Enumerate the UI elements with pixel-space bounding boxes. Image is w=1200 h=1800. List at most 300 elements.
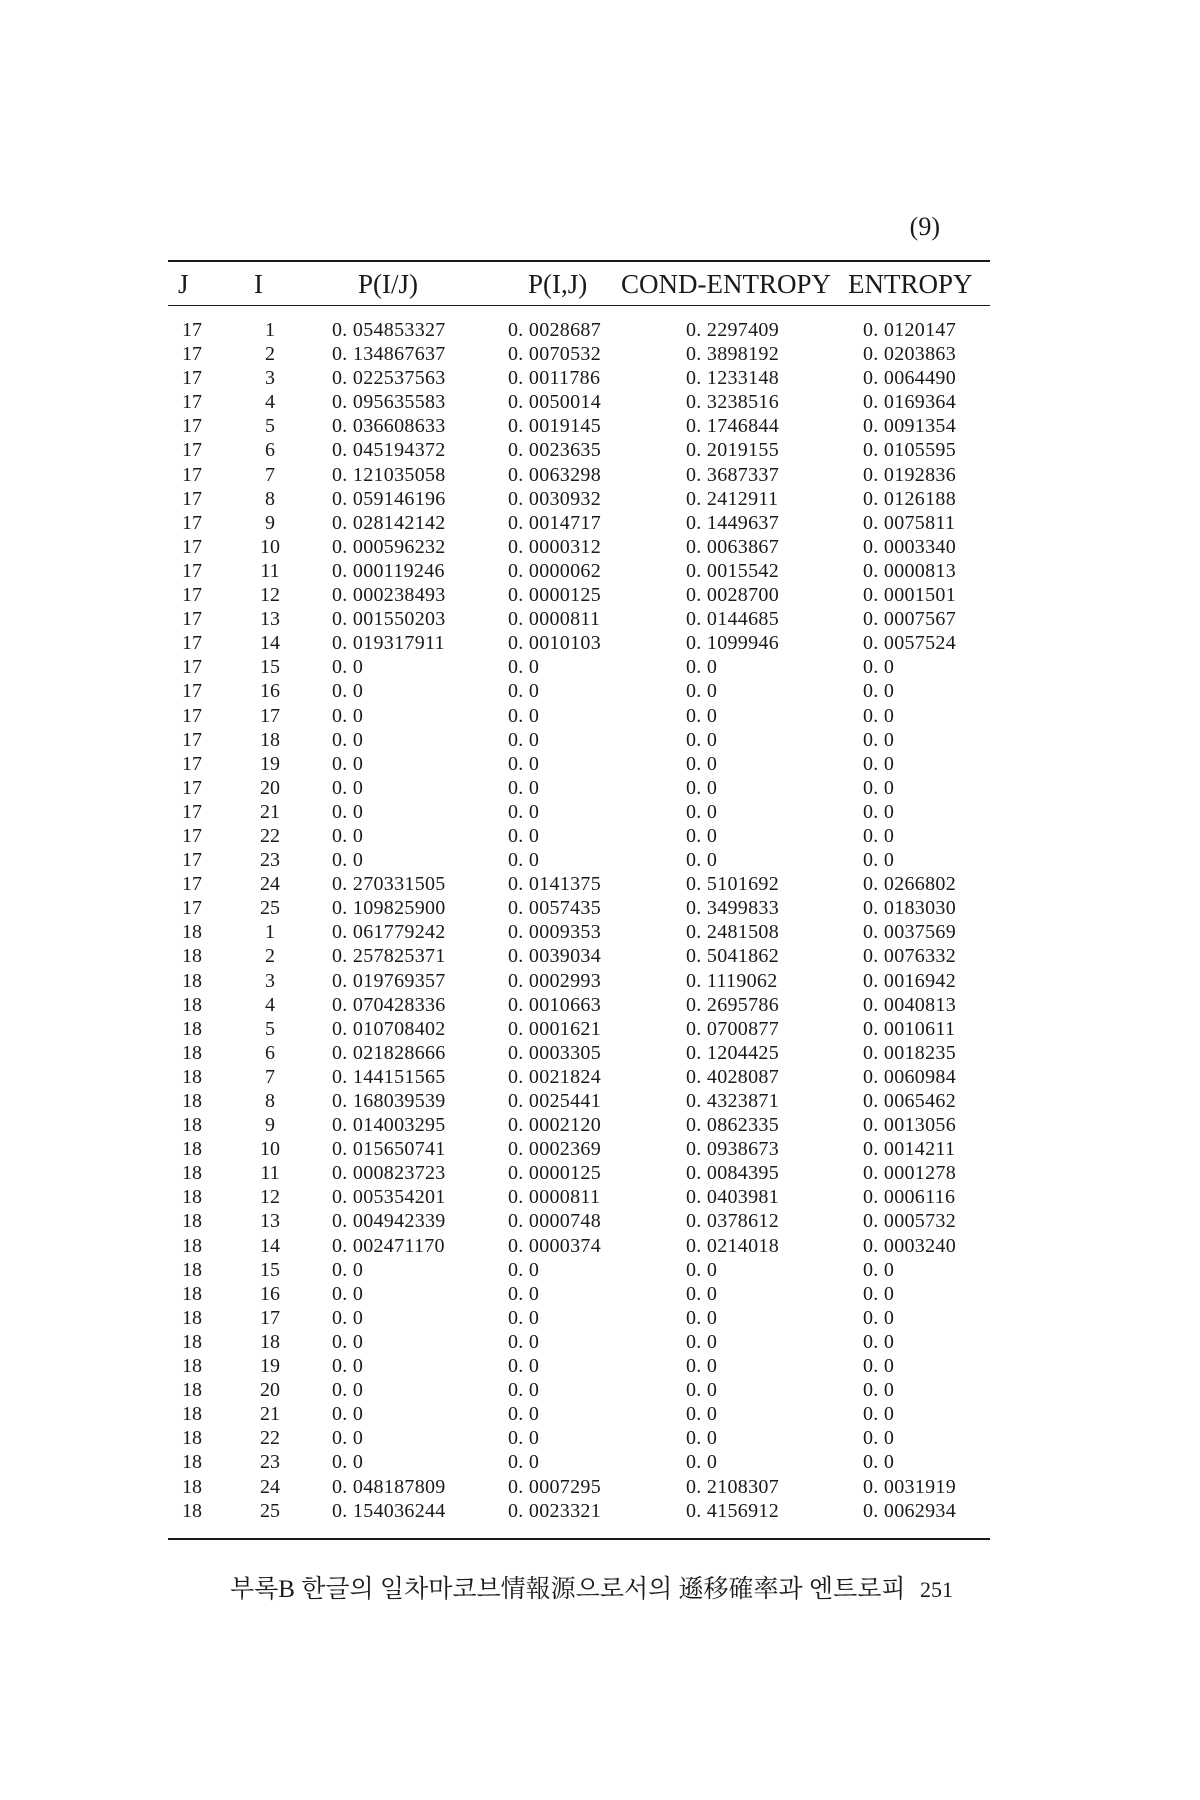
cell-p-i-given-j: 0. 015650741	[332, 1138, 446, 1161]
cell-p-i-given-j: 0. 005354201	[332, 1186, 446, 1209]
cell-cond-entropy: 0. 0	[686, 849, 718, 872]
cell-p-i-j: 0. 0002993	[508, 969, 601, 992]
cell-p-i-j: 0. 0001621	[508, 1017, 601, 1040]
cell-p-i-j: 0. 0009353	[508, 921, 601, 944]
cell-j: 18	[182, 1017, 202, 1040]
cell-i: 12	[260, 584, 280, 607]
cell-i: 15	[260, 656, 280, 679]
cell-j: 17	[182, 873, 202, 896]
cell-cond-entropy: 0. 3687337	[686, 463, 779, 486]
cell-cond-entropy: 0. 0	[686, 1282, 718, 1305]
cell-i: 19	[260, 1355, 280, 1378]
cell-j: 17	[182, 487, 202, 510]
cell-j: 18	[182, 1041, 202, 1064]
cell-p-i-j: 0. 0	[508, 728, 540, 751]
table-header	[168, 264, 990, 304]
cell-entropy: 0. 0192836	[863, 463, 956, 486]
cell-p-i-j: 0. 0023635	[508, 439, 601, 462]
cell-cond-entropy: 0. 2695786	[686, 993, 779, 1016]
cell-p-i-j: 0. 0000312	[508, 535, 601, 558]
table-row	[168, 920, 990, 944]
cell-j: 18	[182, 1162, 202, 1185]
cell-i: 12	[260, 1186, 280, 1209]
cell-entropy: 0. 0	[863, 1258, 895, 1281]
cell-j: 18	[182, 1306, 202, 1329]
table-row	[168, 1378, 990, 1402]
cell-j: 18	[182, 969, 202, 992]
cell-cond-entropy: 0. 0862335	[686, 1114, 779, 1137]
table-row	[168, 487, 990, 511]
header-entropy: ENTROPY	[848, 269, 973, 299]
cell-p-i-given-j: 0. 0	[332, 728, 364, 751]
table-row	[168, 1113, 990, 1137]
cell-p-i-given-j: 0. 014003295	[332, 1114, 446, 1137]
cell-i: 7	[265, 1065, 275, 1088]
cell-p-i-j: 0. 0	[508, 1403, 540, 1426]
cell-j: 17	[182, 559, 202, 582]
cell-i: 1	[265, 319, 275, 341]
cell-entropy: 0. 0064490	[863, 367, 956, 390]
cell-p-i-j: 0. 0	[508, 680, 540, 703]
cell-entropy: 0. 0007567	[863, 608, 956, 631]
cell-cond-entropy: 0. 2108307	[686, 1475, 779, 1498]
cell-p-i-given-j: 0. 002471170	[332, 1234, 445, 1257]
cell-j: 17	[182, 415, 202, 438]
cell-j: 18	[182, 1427, 202, 1450]
cell-entropy: 0. 0	[863, 1451, 895, 1474]
cell-entropy: 0. 0	[863, 1306, 895, 1329]
cell-cond-entropy: 0. 1204425	[686, 1041, 779, 1064]
table-row	[168, 1017, 990, 1041]
cell-j: 18	[182, 1499, 202, 1522]
table-row	[168, 1137, 990, 1161]
cell-p-i-j: 0. 0	[508, 1451, 540, 1474]
cell-i: 20	[260, 1379, 280, 1402]
cell-p-i-j: 0. 0011786	[508, 367, 601, 390]
cell-p-i-given-j: 0. 004942339	[332, 1210, 446, 1233]
cell-cond-entropy: 0. 0	[686, 800, 718, 823]
cell-i: 2	[265, 343, 275, 366]
cell-p-i-j: 0. 0141375	[508, 873, 601, 896]
table-row	[168, 342, 990, 366]
cell-p-i-given-j: 0. 121035058	[332, 463, 446, 486]
cell-j: 18	[182, 1234, 202, 1257]
cell-entropy: 0. 0006116	[863, 1186, 956, 1209]
cell-p-i-given-j: 0. 0	[332, 1282, 364, 1305]
cell-p-i-given-j: 0. 028142142	[332, 511, 446, 534]
cell-j: 18	[182, 1451, 202, 1474]
header-p-i-j: P(I,J)	[528, 269, 588, 299]
table-row	[168, 848, 990, 872]
cell-cond-entropy: 0. 0	[686, 776, 718, 799]
cell-j: 18	[182, 945, 202, 968]
cell-j: 18	[182, 921, 202, 944]
cell-i: 24	[260, 873, 280, 896]
table-row	[168, 1258, 990, 1282]
cell-p-i-j: 0. 0010103	[508, 632, 601, 655]
cell-i: 10	[260, 1138, 280, 1161]
cell-j: 17	[182, 439, 202, 462]
table-row	[168, 1330, 990, 1354]
cell-j: 17	[182, 367, 202, 390]
cell-p-i-given-j: 0. 0	[332, 680, 364, 703]
cell-entropy: 0. 0001501	[863, 584, 956, 607]
cell-p-i-j: 0. 0003305	[508, 1041, 601, 1064]
table-row	[168, 1161, 990, 1185]
cell-j: 18	[182, 1114, 202, 1137]
table-row	[168, 535, 990, 559]
table-row	[168, 1354, 990, 1378]
cell-cond-entropy: 0. 2019155	[686, 439, 779, 462]
cell-p-i-given-j: 0. 134867637	[332, 343, 446, 366]
cell-i: 15	[260, 1258, 280, 1281]
cell-j: 17	[182, 728, 202, 751]
table-row	[168, 1426, 990, 1450]
table-row	[168, 776, 990, 800]
cell-p-i-given-j: 0. 0	[332, 849, 364, 872]
cell-p-i-given-j: 0. 0	[332, 656, 364, 679]
cell-cond-entropy: 0. 5041862	[686, 945, 779, 968]
cell-entropy: 0. 0	[863, 752, 895, 775]
cell-entropy: 0. 0076332	[863, 945, 956, 968]
cell-entropy: 0. 0018235	[863, 1041, 956, 1064]
cell-j: 18	[182, 993, 202, 1016]
cell-p-i-j: 0. 0028687	[508, 319, 601, 341]
cell-i: 17	[260, 704, 280, 727]
cell-p-i-given-j: 0. 054853327	[332, 319, 446, 341]
cell-p-i-j: 0. 0000811	[508, 1186, 601, 1209]
cell-p-i-given-j: 0. 109825900	[332, 897, 446, 920]
cell-entropy: 0. 0126188	[863, 487, 956, 510]
table-row	[168, 1499, 990, 1523]
cell-p-i-given-j: 0. 270331505	[332, 873, 446, 896]
cell-p-i-given-j: 0. 036608633	[332, 415, 446, 438]
cell-p-i-given-j: 0. 154036244	[332, 1499, 446, 1522]
cell-i: 18	[260, 728, 280, 751]
cell-p-i-j: 0. 0	[508, 1306, 540, 1329]
table-row	[168, 1041, 990, 1065]
cell-p-i-j: 0. 0	[508, 1355, 540, 1378]
cell-j: 17	[182, 656, 202, 679]
cell-p-i-j: 0. 0039034	[508, 945, 601, 968]
cell-entropy: 0. 0	[863, 1379, 895, 1402]
cell-p-i-j: 0. 0000062	[508, 559, 601, 582]
cell-j: 18	[182, 1282, 202, 1305]
table-row	[168, 559, 990, 583]
table-row	[168, 511, 990, 535]
cell-cond-entropy: 0. 0	[686, 728, 718, 751]
cell-cond-entropy: 0. 0	[686, 1306, 718, 1329]
cell-p-i-given-j: 0. 001550203	[332, 608, 446, 631]
table-row	[168, 993, 990, 1017]
cell-cond-entropy: 0. 3898192	[686, 343, 779, 366]
table-row	[168, 1065, 990, 1089]
cell-cond-entropy: 0. 5101692	[686, 873, 779, 896]
cell-p-i-given-j: 0. 059146196	[332, 487, 446, 510]
cell-entropy: 0. 0	[863, 776, 895, 799]
cell-entropy: 0. 0266802	[863, 873, 956, 896]
cell-p-i-j: 0. 0000374	[508, 1234, 601, 1257]
cell-p-i-j: 0. 0063298	[508, 463, 601, 486]
cell-j: 17	[182, 632, 202, 655]
cell-p-i-j: 0. 0	[508, 656, 540, 679]
cell-cond-entropy: 0. 1119062	[686, 969, 778, 992]
table-row	[168, 1306, 990, 1330]
cell-cond-entropy: 0. 0378612	[686, 1210, 779, 1233]
page-number: (9)	[909, 212, 940, 241]
cell-cond-entropy: 0. 0	[686, 656, 718, 679]
cell-entropy: 0. 0016942	[863, 969, 956, 992]
cell-cond-entropy: 0. 0028700	[686, 584, 779, 607]
cell-entropy: 0. 0	[863, 728, 895, 751]
cell-cond-entropy: 0. 0015542	[686, 559, 779, 582]
cell-p-i-j: 0. 0010663	[508, 993, 601, 1016]
cell-i: 22	[260, 1427, 280, 1450]
cell-i: 16	[260, 1282, 280, 1305]
cell-entropy: 0. 0	[863, 1330, 895, 1353]
cell-entropy: 0. 0	[863, 1403, 895, 1426]
cell-j: 18	[182, 1065, 202, 1088]
cell-j: 18	[182, 1258, 202, 1281]
cell-entropy: 0. 0	[863, 800, 895, 823]
cell-cond-entropy: 0. 0	[686, 1451, 718, 1474]
table-row	[168, 1185, 990, 1209]
table-row	[168, 896, 990, 920]
cell-p-i-j: 0. 0	[508, 1379, 540, 1402]
cell-j: 18	[182, 1379, 202, 1402]
cell-entropy: 0. 0075811	[863, 511, 956, 534]
cell-i: 23	[260, 1451, 280, 1474]
cell-entropy: 0. 0031919	[863, 1475, 956, 1498]
cell-p-i-given-j: 0. 144151565	[332, 1065, 446, 1088]
cell-i: 25	[260, 897, 280, 920]
cell-p-i-given-j: 0. 010708402	[332, 1017, 446, 1040]
cell-p-i-j: 0. 0	[508, 1282, 540, 1305]
cell-p-i-j: 0. 0014717	[508, 511, 601, 534]
table-row	[168, 1089, 990, 1113]
table-row	[168, 679, 990, 703]
cell-p-i-given-j: 0. 257825371	[332, 945, 446, 968]
table-row	[168, 728, 990, 752]
cell-cond-entropy: 0. 0	[686, 1330, 718, 1353]
cell-i: 13	[260, 608, 280, 631]
cell-cond-entropy: 0. 0	[686, 680, 718, 703]
cell-cond-entropy: 0. 0938673	[686, 1138, 779, 1161]
cell-i: 13	[260, 1210, 280, 1233]
cell-entropy: 0. 0203863	[863, 343, 956, 366]
table-row	[168, 1209, 990, 1233]
cell-p-i-j: 0. 0000125	[508, 1162, 601, 1185]
cell-entropy: 0. 0	[863, 656, 895, 679]
cell-j: 17	[182, 391, 202, 414]
cell-p-i-given-j: 0. 000119246	[332, 559, 445, 582]
cell-p-i-given-j: 0. 021828666	[332, 1041, 446, 1064]
cell-entropy: 0. 0014211	[863, 1138, 956, 1161]
cell-j: 17	[182, 319, 202, 341]
cell-j: 17	[182, 704, 202, 727]
cell-j: 17	[182, 608, 202, 631]
footer-page-number: 251	[920, 1577, 953, 1602]
cell-entropy: 0. 0005732	[863, 1210, 956, 1233]
cell-p-i-given-j: 0. 0	[332, 1355, 364, 1378]
cell-entropy: 0. 0	[863, 824, 895, 847]
cell-i: 21	[260, 1403, 280, 1426]
cell-i: 14	[260, 632, 280, 655]
cell-p-i-j: 0. 0002120	[508, 1114, 601, 1137]
cell-p-i-j: 0. 0019145	[508, 415, 601, 438]
cell-j: 17	[182, 897, 202, 920]
cell-entropy: 0. 0065462	[863, 1090, 956, 1112]
cell-j: 17	[182, 824, 202, 847]
table-row	[168, 318, 990, 342]
cell-i: 4	[265, 993, 275, 1016]
cell-i: 16	[260, 680, 280, 703]
cell-entropy: 0. 0060984	[863, 1065, 956, 1088]
cell-i: 2	[265, 945, 275, 968]
cell-entropy: 0. 0000813	[863, 559, 956, 582]
table-row	[168, 944, 990, 968]
cell-entropy: 0. 0010611	[863, 1017, 956, 1040]
cell-p-i-j: 0. 0000125	[508, 584, 601, 607]
cell-entropy: 0. 0003340	[863, 535, 956, 558]
cell-i: 10	[260, 535, 280, 558]
cell-p-i-j: 0. 0	[508, 1258, 540, 1281]
table-row	[168, 1234, 990, 1258]
cell-p-i-given-j: 0. 048187809	[332, 1475, 446, 1498]
cell-p-i-j: 0. 0007295	[508, 1475, 601, 1498]
cell-j: 17	[182, 343, 202, 366]
cell-i: 14	[260, 1234, 280, 1257]
cell-i: 1	[265, 921, 275, 944]
cell-i: 25	[260, 1499, 280, 1522]
cell-cond-entropy: 0. 2481508	[686, 921, 779, 944]
cell-cond-entropy: 0. 0	[686, 1355, 718, 1378]
cell-p-i-given-j: 0. 000238493	[332, 584, 446, 607]
header-i: I	[254, 269, 263, 299]
cell-p-i-given-j: 0. 095635583	[332, 391, 446, 414]
cell-cond-entropy: 0. 2412911	[686, 487, 779, 510]
cell-cond-entropy: 0. 4156912	[686, 1499, 779, 1522]
cell-p-i-j: 0. 0025441	[508, 1090, 601, 1112]
cell-p-i-j: 0. 0070532	[508, 343, 601, 366]
cell-p-i-given-j: 0. 0	[332, 800, 364, 823]
cell-j: 17	[182, 776, 202, 799]
cell-entropy: 0. 0037569	[863, 921, 956, 944]
cell-i: 19	[260, 752, 280, 775]
cell-entropy: 0. 0001278	[863, 1162, 956, 1185]
cell-entropy: 0. 0120147	[863, 319, 956, 341]
cell-cond-entropy: 0. 1449637	[686, 511, 779, 534]
cell-cond-entropy: 0. 1233148	[686, 367, 779, 390]
table-row	[168, 704, 990, 728]
cell-j: 17	[182, 511, 202, 534]
cell-p-i-given-j: 0. 061779242	[332, 921, 446, 944]
cell-p-i-given-j: 0. 0	[332, 752, 364, 775]
running-footer	[230, 1570, 990, 1610]
cell-j: 18	[182, 1186, 202, 1209]
cell-p-i-given-j: 0. 019317911	[332, 632, 445, 655]
cell-p-i-given-j: 0. 045194372	[332, 439, 446, 462]
cell-cond-entropy: 0. 1099946	[686, 632, 779, 655]
table-row	[168, 390, 990, 414]
cell-entropy: 0. 0183030	[863, 897, 956, 920]
cell-entropy: 0. 0003240	[863, 1234, 956, 1257]
table-body	[168, 318, 990, 1523]
cell-i: 6	[265, 1041, 275, 1064]
cell-j: 17	[182, 800, 202, 823]
cell-entropy: 0. 0105595	[863, 439, 956, 462]
cell-p-i-given-j: 0. 0	[332, 776, 364, 799]
cell-i: 7	[265, 463, 275, 486]
table-row	[168, 1402, 990, 1426]
table-row	[168, 366, 990, 390]
cell-j: 18	[182, 1475, 202, 1498]
cell-cond-entropy: 0. 0	[686, 1427, 718, 1450]
cell-cond-entropy: 0. 0	[686, 1403, 718, 1426]
cell-i: 6	[265, 439, 275, 462]
cell-p-i-j: 0. 0030932	[508, 487, 601, 510]
table-row	[168, 800, 990, 824]
cell-i: 23	[260, 849, 280, 872]
table-row	[168, 438, 990, 462]
cell-entropy: 0. 0	[863, 1282, 895, 1305]
cell-entropy: 0. 0	[863, 680, 895, 703]
cell-p-i-j: 0. 0	[508, 824, 540, 847]
cell-p-i-j: 0. 0002369	[508, 1138, 601, 1161]
cell-j: 18	[182, 1403, 202, 1426]
cell-i: 11	[260, 1162, 280, 1185]
cell-p-i-j: 0. 0	[508, 704, 540, 727]
cell-cond-entropy: 0. 0144685	[686, 608, 779, 631]
cell-entropy: 0. 0169364	[863, 391, 956, 414]
cell-p-i-j: 0. 0057435	[508, 897, 601, 920]
table-row	[168, 1475, 990, 1499]
cell-cond-entropy: 0. 3238516	[686, 391, 779, 414]
cell-j: 17	[182, 584, 202, 607]
table-header-rule	[168, 305, 990, 306]
cell-entropy: 0. 0091354	[863, 415, 956, 438]
cell-p-i-j: 0. 0	[508, 1330, 540, 1353]
cell-cond-entropy: 0. 1746844	[686, 415, 779, 438]
header-j: J	[178, 269, 189, 299]
footer-title: 부록B 한글의 일차마코브情報源으로서의 遜移確率과 엔트로피	[230, 1576, 906, 1603]
cell-j: 18	[182, 1090, 202, 1112]
table-row	[168, 631, 990, 655]
cell-p-i-given-j: 0. 019769357	[332, 969, 446, 992]
cell-i: 9	[265, 511, 275, 534]
cell-cond-entropy: 0. 0063867	[686, 535, 779, 558]
cell-p-i-j: 0. 0	[508, 1427, 540, 1450]
cell-cond-entropy: 0. 2297409	[686, 319, 779, 341]
cell-entropy: 0. 0040813	[863, 993, 956, 1016]
cell-p-i-j: 0. 0000811	[508, 608, 601, 631]
cell-p-i-given-j: 0. 0	[332, 1403, 364, 1426]
cell-j: 17	[182, 849, 202, 872]
cell-cond-entropy: 0. 0084395	[686, 1162, 779, 1185]
cell-p-i-given-j: 0. 168039539	[332, 1090, 446, 1112]
cell-cond-entropy: 0. 0	[686, 704, 718, 727]
cell-i: 3	[265, 969, 275, 992]
cell-cond-entropy: 0. 0214018	[686, 1234, 779, 1257]
cell-p-i-given-j: 0. 0	[332, 1258, 364, 1281]
cell-p-i-given-j: 0. 0	[332, 704, 364, 727]
cell-cond-entropy: 0. 4028087	[686, 1065, 779, 1088]
cell-entropy: 0. 0057524	[863, 632, 956, 655]
cell-entropy: 0. 0	[863, 1427, 895, 1450]
cell-j: 18	[182, 1210, 202, 1233]
cell-cond-entropy: 0. 0403981	[686, 1186, 779, 1209]
cell-i: 20	[260, 776, 280, 799]
